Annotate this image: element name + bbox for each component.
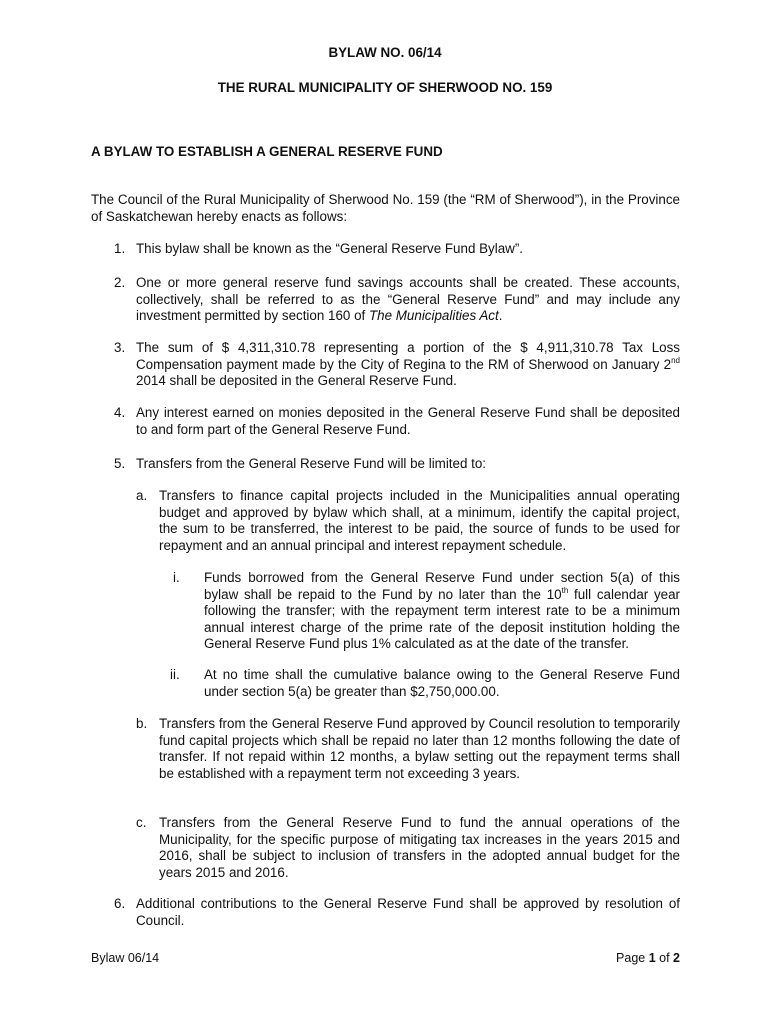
section-6-text: Additional contributions to the General Reserve Fund shall be approved by resolution of Council. [136,896,680,928]
bylaw-number: BYLAW NO. 06/14 [328,45,442,60]
section-5a-letter: a. [136,488,148,503]
section-3-number: 3. [114,340,126,355]
section-4-text: Any interest earned on monies deposited in the General Reserve Fund shall be deposited to and form part of the General Reserve Fund. [136,405,680,437]
intro-paragraph: The Council of the Rural Municipality of Sherwood No. 159 (the “RM of Sherwood”), in the Province of Saskatchewan hereby enacts as follows: [91,192,680,224]
section-6-number: 6. [114,896,126,911]
section-5-text: Transfers from the General Reserve Fund will be limited to: [136,456,487,471]
bylaw-title: A BYLAW TO ESTABLISH A GENERAL RESERVE FUND [91,144,443,159]
section-5-number: 5. [114,456,126,471]
act-name: The Municipalities Act [368,308,499,323]
section-5b-letter: b. [136,716,148,731]
section-2-number: 2. [114,275,126,290]
section-5c-letter: c. [136,815,147,830]
section-5a-i-text: Funds borrowed from the General Reserve Fund under section 5(a) of this bylaw shall be repaid to the Fund by no later than the 10th full calendar year following the transfer; with the repayment term interest rate to be a minimum annual interest charge of the prime rate of the deposit institution holding the General Reserve Fund plus 1% calculated as at the date of the transfer. [204,570,680,651]
section-5b-text: Transfers from the General Reserve Fund approved by Council resolution to temporarily fund capital projects which shall be repaid no later than 12 months following the date of transfer. If not repaid within 12 months, a bylaw setting out the repayment terms shall be established with a repayment term not exceeding 3 years. [159,716,680,781]
section-3-text: The sum of $ 4,311,310.78 representing a portion of the $ 4,911,310.78 Tax Loss Compensation payment made by the City of Regina to the RM of Sherwood on January 2nd 2014 shall be deposited in the General Reserve Fund. [136,340,680,388]
section-5a-text: Transfers to finance capital projects included in the Municipalities annual operating budget and approved by bylaw which shall, at a minimum, identify the capital project, the sum to be transferred, the interest to be paid, the source of funds to be used for repayment and an annual principal and interest repayment schedule. [159,488,680,553]
footer-bylaw-label: Bylaw 06/14 [91,951,160,965]
section-4-number: 4. [114,405,126,420]
section-5a-ii-numeral: ii. [170,667,180,682]
section-1-number: 1. [114,241,126,256]
section-5a-i-numeral: i. [173,570,180,585]
municipality-heading: THE RURAL MUNICIPALITY OF SHERWOOD NO. 159 [217,80,553,95]
section-5a-ii-text: At no time shall the cumulative balance owing to the General Reserve Fund under section 5(a) be greater than $2,750,000.00. [204,667,680,699]
section-2-text: One or more general reserve fund savings accounts shall be created. These accounts, collectively, shall be referred to as the “General Reserve Fund” and may include any investment permitted by section 160 of The Municipalities Act. [136,275,680,323]
footer-page-number: Page 1 of 2 [616,951,680,965]
section-1-text: This bylaw shall be known as the “General Reserve Fund Bylaw”. [136,241,524,256]
section-5c-text: Transfers from the General Reserve Fund to fund the annual operations of the Municipality, for the specific purpose of mitigating tax increases in the years 2015 and 2016, shall be subject to inclusion of transfers in the adopted annual budget for the years 2015 and 2016. [159,815,680,880]
